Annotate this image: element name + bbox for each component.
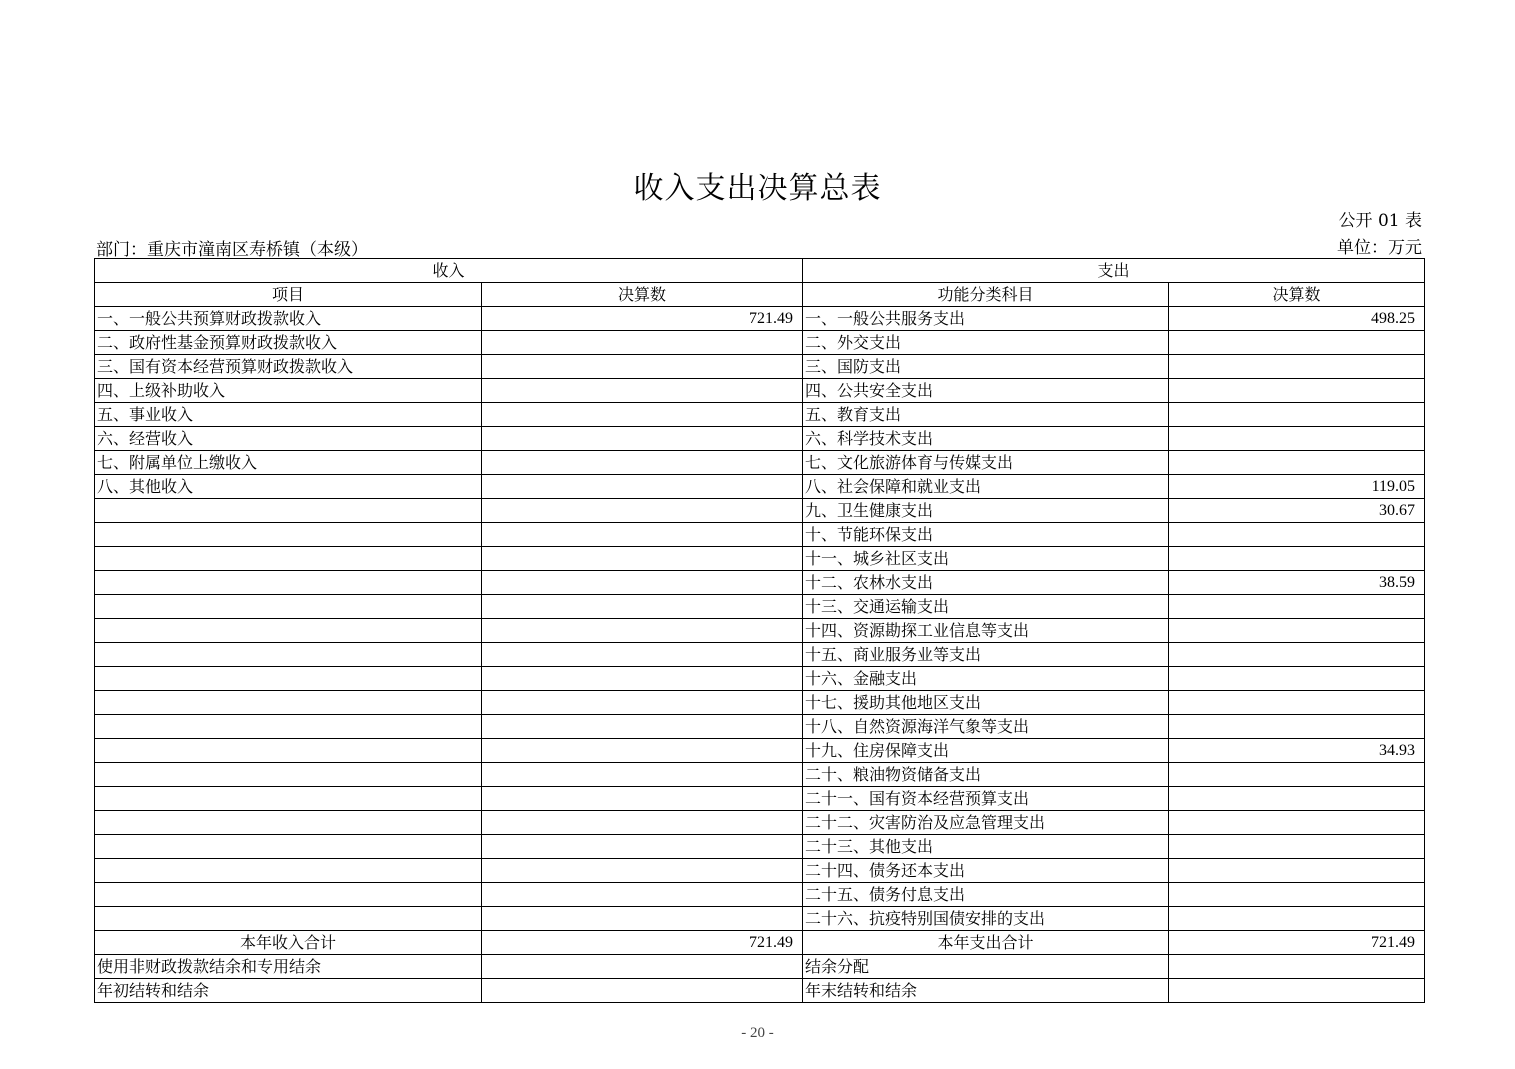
expense-amount-cell: 34.93 <box>1169 739 1425 763</box>
income-amount-cell <box>482 859 803 883</box>
income-amount-cell <box>482 907 803 931</box>
expense-amount-cell <box>1169 547 1425 571</box>
table-row <box>95 379 1425 403</box>
income-item-cell: 二、政府性基金预算财政拨款收入 <box>95 331 482 355</box>
income-amount-cell <box>482 979 803 1003</box>
expense-item-cell: 四、公共安全支出 <box>803 379 1169 403</box>
income-amount-column-header: 决算数 <box>482 283 803 307</box>
expense-amount-cell <box>1169 379 1425 403</box>
income-amount-cell <box>482 547 803 571</box>
page-title: 收入支出决算总表 <box>633 171 882 206</box>
expense-item-cell: 二十二、灾害防治及应急管理支出 <box>803 811 1169 835</box>
expense-amount-cell <box>1169 835 1425 859</box>
form-number: 公开 01 表 <box>1338 211 1422 231</box>
expense-item-cell: 十七、援助其他地区支出 <box>803 691 1169 715</box>
expense-total-amount: 721.49 <box>1169 931 1425 955</box>
income-item-cell <box>95 547 482 571</box>
income-item-cell <box>95 691 482 715</box>
income-amount-cell <box>482 691 803 715</box>
expense-amount-cell <box>1169 907 1425 931</box>
table-row <box>95 571 1425 595</box>
column-header-row <box>95 283 1425 307</box>
expense-amount-cell <box>1169 451 1425 475</box>
income-item-cell: 七、附属单位上缴收入 <box>95 451 482 475</box>
expense-item-cell: 二十、粮油物资储备支出 <box>803 763 1169 787</box>
income-amount-cell <box>482 835 803 859</box>
expense-amount-cell <box>1169 619 1425 643</box>
expense-item-cell: 十三、交通运输支出 <box>803 595 1169 619</box>
expense-amount-cell <box>1169 523 1425 547</box>
income-amount-cell: 721.49 <box>482 307 803 331</box>
table-row <box>95 499 1425 523</box>
income-item-cell <box>95 883 482 907</box>
expense-amount-cell <box>1169 331 1425 355</box>
income-item-cell <box>95 739 482 763</box>
expense-amount-column-header: 决算数 <box>1169 283 1425 307</box>
expense-amount-cell <box>1169 955 1425 979</box>
expense-section-header: 支出 <box>803 259 1425 283</box>
income-item-cell <box>95 763 482 787</box>
income-item-cell <box>95 523 482 547</box>
expense-amount-cell <box>1169 787 1425 811</box>
income-amount-cell <box>482 499 803 523</box>
income-item-cell: 八、其他收入 <box>95 475 482 499</box>
expense-item-cell: 十、节能环保支出 <box>803 523 1169 547</box>
table-row <box>95 739 1425 763</box>
expense-amount-cell: 30.67 <box>1169 499 1425 523</box>
income-amount-cell <box>482 739 803 763</box>
income-amount-cell <box>482 475 803 499</box>
expense-item-cell: 一、一般公共服务支出 <box>803 307 1169 331</box>
section-header-row <box>95 259 1425 283</box>
table-row <box>95 787 1425 811</box>
expense-amount-cell: 498.25 <box>1169 307 1425 331</box>
expense-amount-cell: 119.05 <box>1169 475 1425 499</box>
income-item-cell: 三、国有资本经营预算财政拨款收入 <box>95 355 482 379</box>
income-item-cell <box>95 571 482 595</box>
income-amount-cell <box>482 379 803 403</box>
income-amount-cell <box>482 403 803 427</box>
table-row <box>95 835 1425 859</box>
table-row <box>95 451 1425 475</box>
expense-amount-cell <box>1169 427 1425 451</box>
expense-amount-cell <box>1169 979 1425 1003</box>
income-amount-cell <box>482 571 803 595</box>
expense-amount-cell <box>1169 355 1425 379</box>
expense-item-cell: 年末结转和结余 <box>803 979 1169 1003</box>
income-amount-cell <box>482 427 803 451</box>
table-row <box>95 403 1425 427</box>
expense-item-cell: 十五、商业服务业等支出 <box>803 643 1169 667</box>
income-item-cell <box>95 835 482 859</box>
income-item-cell <box>95 667 482 691</box>
income-item-cell <box>95 715 482 739</box>
income-item-cell <box>95 907 482 931</box>
income-amount-cell <box>482 715 803 739</box>
income-item-cell <box>95 643 482 667</box>
expense-item-cell: 十二、农林水支出 <box>803 571 1169 595</box>
expense-item-cell: 七、文化旅游体育与传媒支出 <box>803 451 1169 475</box>
table-row <box>95 523 1425 547</box>
budget-summary-table <box>94 258 1425 1003</box>
expense-item-cell: 十一、城乡社区支出 <box>803 547 1169 571</box>
expense-amount-cell <box>1169 595 1425 619</box>
income-amount-cell <box>482 787 803 811</box>
income-amount-cell <box>482 763 803 787</box>
expense-amount-cell <box>1169 667 1425 691</box>
department-label: 部门：重庆市潼南区寿桥镇（本级） <box>96 240 368 260</box>
expense-item-cell: 五、教育支出 <box>803 403 1169 427</box>
table-row <box>95 859 1425 883</box>
table-row <box>95 547 1425 571</box>
income-item-cell <box>95 859 482 883</box>
expense-item-cell: 结余分配 <box>803 955 1169 979</box>
table-row <box>95 331 1425 355</box>
income-amount-cell <box>482 595 803 619</box>
table-row <box>95 355 1425 379</box>
income-amount-cell <box>482 883 803 907</box>
table-row <box>95 883 1425 907</box>
balance-row <box>95 955 1425 979</box>
expense-item-cell: 二十三、其他支出 <box>803 835 1169 859</box>
expense-item-cell: 二十六、抗疫特别国债安排的支出 <box>803 907 1169 931</box>
item-column-header: 项目 <box>95 283 482 307</box>
expense-amount-cell: 38.59 <box>1169 571 1425 595</box>
expense-item-cell: 二十四、债务还本支出 <box>803 859 1169 883</box>
table-row <box>95 619 1425 643</box>
expense-amount-cell <box>1169 403 1425 427</box>
table-row <box>95 667 1425 691</box>
table-row <box>95 427 1425 451</box>
expense-item-cell: 六、科学技术支出 <box>803 427 1169 451</box>
table-row <box>95 595 1425 619</box>
expense-amount-cell <box>1169 691 1425 715</box>
expense-item-cell: 八、社会保障和就业支出 <box>803 475 1169 499</box>
income-item-cell: 一、一般公共预算财政拨款收入 <box>95 307 482 331</box>
expense-item-cell: 二、外交支出 <box>803 331 1169 355</box>
income-amount-cell <box>482 667 803 691</box>
table-row <box>95 643 1425 667</box>
expense-amount-cell <box>1169 859 1425 883</box>
income-amount-cell <box>482 955 803 979</box>
expense-total-label: 本年支出合计 <box>803 931 1169 955</box>
income-item-cell <box>95 619 482 643</box>
income-item-cell: 五、事业收入 <box>95 403 482 427</box>
income-amount-cell <box>482 643 803 667</box>
income-item-cell: 年初结转和结余 <box>95 979 482 1003</box>
expense-item-cell: 十八、自然资源海洋气象等支出 <box>803 715 1169 739</box>
income-amount-cell <box>482 451 803 475</box>
income-item-cell <box>95 499 482 523</box>
income-item-cell: 使用非财政拨款结余和专用结余 <box>95 955 482 979</box>
income-amount-cell <box>482 523 803 547</box>
table-row <box>95 715 1425 739</box>
expense-item-cell: 三、国防支出 <box>803 355 1169 379</box>
expense-amount-cell <box>1169 883 1425 907</box>
expense-item-cell: 二十五、债务付息支出 <box>803 883 1169 907</box>
expense-item-cell: 十四、资源勘探工业信息等支出 <box>803 619 1169 643</box>
income-item-cell <box>95 811 482 835</box>
table-row <box>95 763 1425 787</box>
unit-label: 单位：万元 <box>1337 238 1422 258</box>
table-row <box>95 691 1425 715</box>
income-amount-cell <box>482 355 803 379</box>
income-item-cell: 四、上级补助收入 <box>95 379 482 403</box>
table-row <box>95 475 1425 499</box>
expense-item-cell: 九、卫生健康支出 <box>803 499 1169 523</box>
expense-item-cell: 十九、住房保障支出 <box>803 739 1169 763</box>
income-item-cell: 六、经营收入 <box>95 427 482 451</box>
income-amount-cell <box>482 811 803 835</box>
function-category-column-header: 功能分类科目 <box>803 283 1169 307</box>
expense-amount-cell <box>1169 643 1425 667</box>
table-row <box>95 307 1425 331</box>
income-amount-cell <box>482 619 803 643</box>
expense-amount-cell <box>1169 763 1425 787</box>
page-number: - 20 - <box>741 1025 774 1041</box>
expense-amount-cell <box>1169 811 1425 835</box>
income-item-cell <box>95 787 482 811</box>
balance-row <box>95 979 1425 1003</box>
expense-item-cell: 二十一、国有资本经营预算支出 <box>803 787 1169 811</box>
table-row <box>95 907 1425 931</box>
income-amount-cell <box>482 331 803 355</box>
income-section-header: 收入 <box>95 259 803 283</box>
income-total-label: 本年收入合计 <box>95 931 482 955</box>
expense-item-cell: 十六、金融支出 <box>803 667 1169 691</box>
expense-amount-cell <box>1169 715 1425 739</box>
income-total-amount: 721.49 <box>482 931 803 955</box>
table-row <box>95 811 1425 835</box>
income-item-cell <box>95 595 482 619</box>
totals-row <box>95 931 1425 955</box>
